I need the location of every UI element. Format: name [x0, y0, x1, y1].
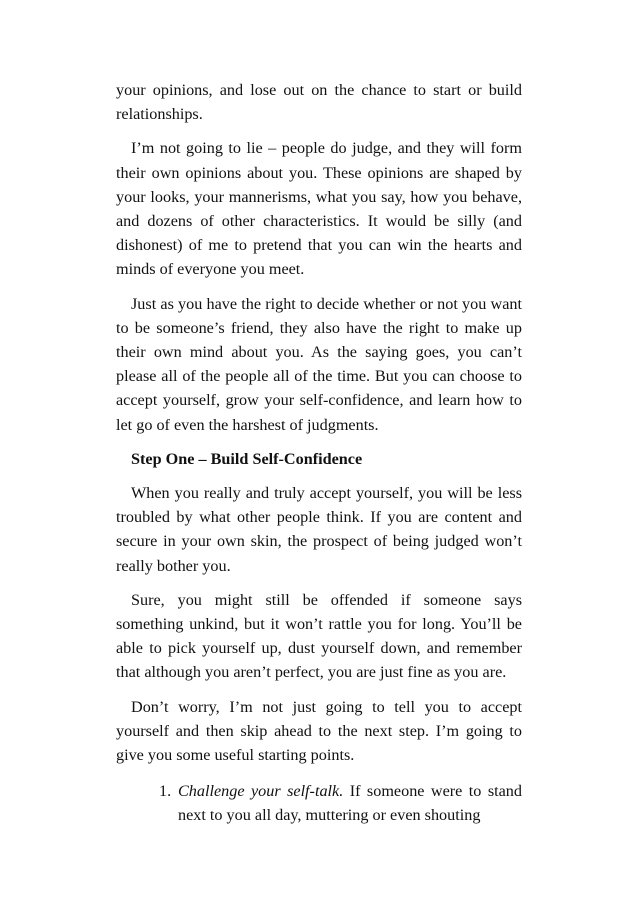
section-heading: Step One – Build Self-Confidence	[131, 449, 363, 468]
paragraph: Sure, you might still be offended if someone says something unkind, but it won’t rattle you for long. You’ll be able to pick yourself up, dust yourself down, and remember that although you aren’t perfect, you are just fine as you are.	[116, 590, 522, 682]
paragraph: Just as you have the right to decide whether or not you want to be someone’s friend, they also have the right to make up their own mind about you. As the saying goes, you can’t please all of the people all of the time. But you can choose to accept yourself, grow your self-confidence, and learn how to let go of even the harshest of judgments.	[116, 294, 522, 434]
text-body	[116, 78, 522, 828]
list-item-text: If someone were to stand next to you all day, muttering or even shouting	[178, 782, 522, 825]
paragraph: your opinions, and lose out on the chance to start or build relationships.	[116, 81, 522, 124]
list-item	[116, 779, 522, 827]
paragraph: When you really and truly accept yourself, you will be less troubled by what other people think. If you are content and secure in your own skin, the prospect of being judged won’t really bother you.	[116, 484, 522, 575]
paragraph: I’m not going to lie – people do judge, and they will form their own opinions about you. These opinions are shaped by your looks, your mannerisms, what you say, how you behave, and dozens of other characteristics. It would be silly (and dishonest) of me to pretend that you can win the hearts and minds of everyone you meet.	[116, 139, 522, 279]
list-number: 1.	[159, 782, 172, 801]
paragraph: Don’t worry, I’m not just going to tell you to accept yourself and then skip ahead to the next step. I’m going to give you some useful starting points.	[116, 697, 522, 765]
numbered-list	[116, 779, 522, 827]
list-item-title: Challenge your self-talk.	[178, 782, 344, 801]
